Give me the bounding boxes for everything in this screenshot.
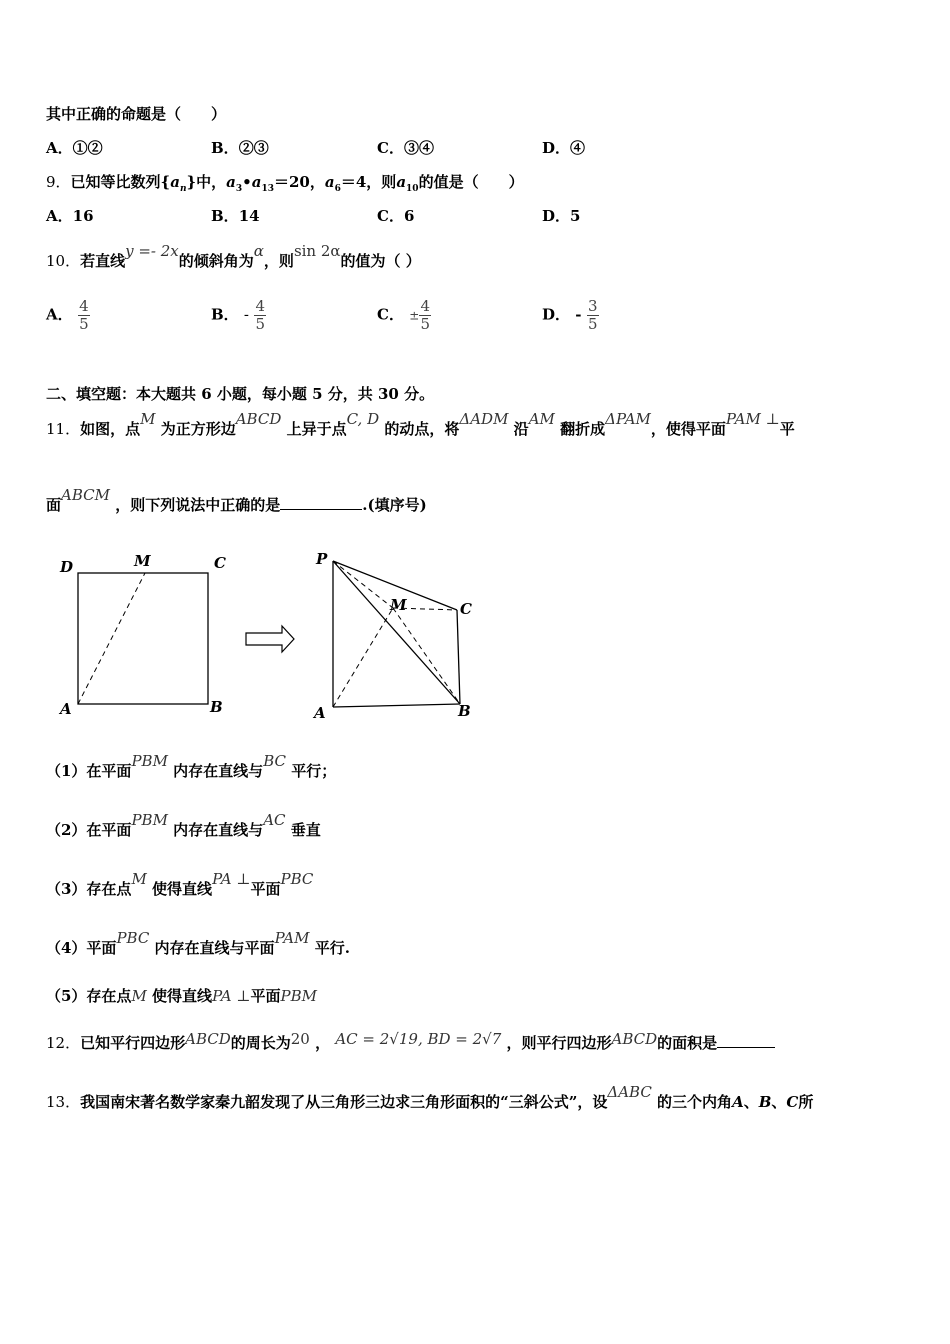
q9-option-d: D．5: [542, 207, 581, 225]
q9-option-a: A．16: [46, 207, 94, 225]
fraction: $\frac{4}{5}$: [420, 297, 431, 333]
edge-am: [333, 608, 393, 707]
q9-stem: 9．已知等比数列$\{a_n\}$中，$a_3•a_{13}=20$，$a_6=4$，则$a_{10}$的值是（ ）: [46, 173, 524, 194]
label-c2: C: [460, 600, 472, 618]
q8-option-d: D．④: [542, 139, 586, 157]
fraction: $\frac{4}{5}$: [255, 297, 265, 333]
edge-ab: [333, 704, 460, 707]
q10-option-a: A． $\frac{4}{5}$: [46, 297, 89, 333]
square-abcd: [78, 573, 208, 704]
answer-blank: [717, 1035, 775, 1048]
q8-stem: 其中正确的命题是（ ）: [46, 105, 227, 123]
q11-item-3: （3）存在点M 使得直线PA ⊥平面PBC: [46, 870, 314, 898]
q12-stem: 12．已知平行四边形ABCD的周长为20 ， AC = 2√19, BD = 2√7 ，则平行四边形ABCD的面积是: [46, 1032, 775, 1053]
fold-line-am: [78, 573, 145, 704]
q10-option-d: D． - $\frac{3}{5}$: [542, 297, 598, 333]
q10-option-c: C． ± $\frac{4}{5}$: [377, 297, 431, 333]
arrow-icon: [246, 626, 294, 652]
q11-item-1: （1）在平面PBM 内存在直线与BC 平行；: [46, 752, 337, 780]
edge-bc: [457, 610, 460, 704]
label-c: C: [214, 554, 226, 572]
q11-item-5: （5）存在点M 使得直线PA ⊥平面PBM: [46, 987, 317, 1005]
q13-stem: 13．我国南宋著名数学家秦九韶发现了从三角形三边求三角形面积的“三斜公式”，设ΔABC 的三个内角A、B、C所: [46, 1083, 814, 1111]
section-heading: 二、填空题：本大题共 6 小题，每小题 5 分，共 30 分。: [46, 385, 435, 403]
fraction: $\frac{3}{5}$: [587, 297, 598, 333]
fraction: $\frac{4}{5}$: [79, 297, 89, 333]
label-a: A: [60, 700, 72, 718]
edge-mb: [393, 608, 460, 704]
q9-option-c: C．6: [377, 207, 415, 225]
q11-stem-line2: 面ABCM ，则下列说法中正确的是 .(填序号): [46, 486, 427, 514]
q9-option-b: B．14: [211, 207, 260, 225]
label-m: M: [134, 552, 151, 570]
q11-stem: 11．如图，点M 为正方形边ABCD 上异于点C, D 的动点，将ΔADM 沿AM 翻折成ΔPAM，使得平面PAM ⊥平: [46, 410, 795, 438]
q8-option-b: B．②③: [211, 139, 269, 157]
label-b: B: [210, 698, 223, 716]
label-b2: B: [458, 702, 471, 720]
answer-blank: [280, 497, 362, 510]
q11-item-4: （4）平面PBC 内存在直线与平面PAM 平行.: [46, 929, 350, 957]
q11-item-2: （2）在平面PBM 内存在直线与AC 垂直: [46, 811, 321, 839]
label-d: D: [60, 558, 74, 576]
q8-option-a: A．①②: [46, 139, 103, 157]
q10-stem: 10．若直线y =- 2x的倾斜角为α，则sin 2α的值为（ ）: [46, 242, 421, 270]
q10-option-b: B． - $\frac{4}{5}$: [211, 297, 265, 333]
label-p: P: [316, 550, 328, 568]
edge-pb: [333, 561, 460, 704]
q8-option-c: C．③④: [377, 139, 434, 157]
label-m2: M: [390, 596, 407, 614]
q11-figure: [50, 548, 490, 723]
edge-pm: [333, 561, 393, 608]
label-a2: A: [314, 704, 326, 722]
